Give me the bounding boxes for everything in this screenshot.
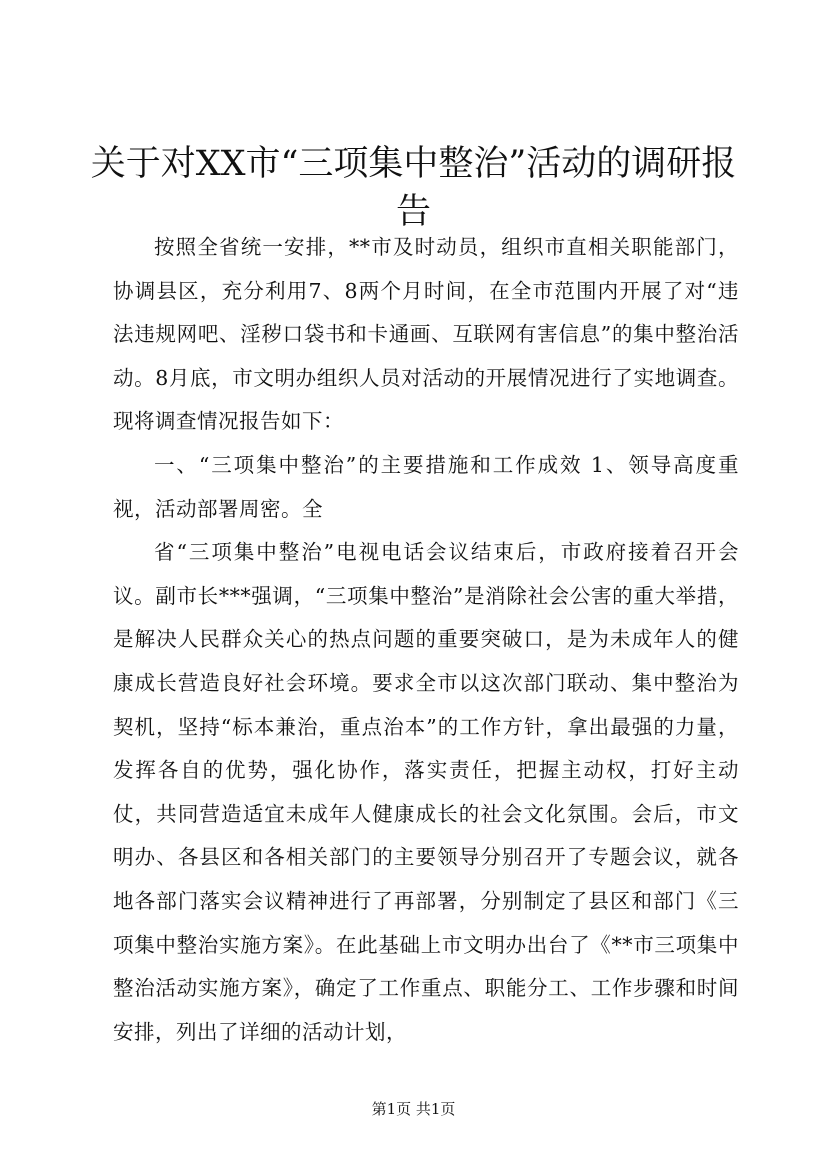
paragraph-section-heading: 一、“三项集中整治”的主要措施和工作成效 1、领导高度重视，活动部署周密。全 [113, 452, 739, 521]
paragraph-intro: 按照全省统一安排，**市及时动员，组织市直相关职能部门，协调县区，充分利用7、8两个月时间，在全市范围内开展了对“违法违规网吧、淫秽口袋书和卡通画、互联网有害信息”的集中整治活动。8月底，市文明办组织人员对活动的开展情况进行了实地调查。现将调查情况报告如下： [113, 235, 739, 434]
paragraph-measures: 省“三项集中整治”电视电话会议结束后，市政府接着召开会议。副市长***强调，“三项集中整治”是消除社会公害的重大举措，是解决人民群众关心的热点问题的重要突破口，是为未成年人的健康成长营造良好社会环境。要求全市以这次部门联动、集中整治为契机，坚持“标本兼治，重点治本”的工作方针，拿出最强的力量，发挥各自的优势，强化协作，落实责任，把握主动权，打好主动仗，共同营造适宜未成年人健康成长的社会文化氛围。会后，市文明办、各县区和各相关部门的主要领导分别召开了专题会议，就各地各部门落实会议精神进行了再部署，分别制定了县区和部门《三项集中整治实施方案》。在此基础上市文明办出台了《**市三项集中整治活动实施方案》，确定了工作重点、职能分工、工作步骤和时间安排，列出了详细的活动计划， [113, 540, 739, 1044]
page-footer: 第1页 共1页 [371, 1100, 456, 1118]
document-title: 关于对XX市“三项集中整治”活动的调研报告 [90, 144, 737, 232]
document-body [113, 226, 739, 1054]
